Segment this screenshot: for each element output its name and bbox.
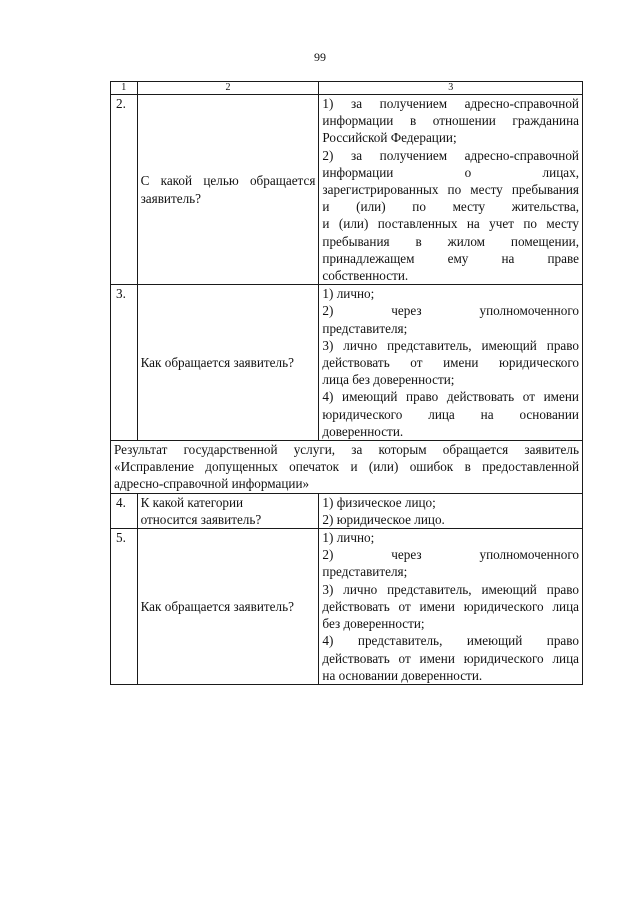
header-col-1: 1 (111, 82, 138, 95)
answer-cell (319, 529, 583, 685)
answer-line: принадлежащем ему на праве (322, 250, 579, 266)
result-row (111, 441, 583, 494)
row-number: 4. (111, 493, 138, 528)
table-row (111, 95, 583, 285)
answer-cell (319, 493, 583, 528)
answer-line: 4) представитель, имеющий право (322, 633, 579, 649)
table-row (111, 285, 583, 441)
answer-cell (319, 95, 583, 285)
header-col-2: 2 (137, 82, 319, 95)
answer-line: 2) юридическое лицо. (322, 511, 445, 527)
answer-line: Российской Федерации; (322, 130, 457, 146)
answer-line: 3) лично представитель, имеющий право (322, 337, 579, 353)
question-cell: Как обращается заявитель? (137, 285, 319, 441)
answer-line: представителя; (322, 564, 408, 580)
answer-line: 2) через уполномоченного (322, 547, 579, 563)
table-row (111, 493, 583, 528)
answer-line: собственности. (322, 268, 409, 284)
answer-line: и (или) по месту жительства, (322, 199, 579, 215)
answer-line: лица без доверенности; (322, 372, 455, 388)
answer-line: 1) физическое лицо; (322, 494, 436, 510)
answer-line: и (или) поставленных на учет по месту (322, 216, 579, 232)
result-cell (111, 441, 583, 494)
answer-line: без доверенности; (322, 616, 425, 632)
header-col-3: 3 (319, 82, 583, 95)
question-cell: С какой целью обращается заявитель? (137, 95, 319, 285)
table-row (111, 529, 583, 685)
answer-line: 2) через уполномоченного (322, 303, 579, 319)
answer-line: 1) лично; (322, 286, 375, 302)
question-line: относится заявитель? (140, 511, 262, 527)
answer-line: 1) лично; (322, 530, 375, 546)
page-number: 99 (314, 50, 326, 64)
table-header-row (111, 82, 583, 95)
answer-line: действовать от имени юридического лица (322, 598, 579, 614)
answer-line: зарегистрированных по месту пребывания (322, 182, 579, 198)
answer-line: пребывания в жилом помещении, (322, 233, 579, 249)
answer-cell (319, 285, 583, 441)
answer-line: 1) за получением адресно-справочной (322, 96, 579, 111)
question-cell: Как обращается заявитель? (137, 529, 319, 685)
result-line: адресно-справочной информации» (114, 476, 310, 492)
row-number: 2. (111, 95, 138, 285)
answer-line: информации в отношении гражданина (322, 113, 579, 129)
answer-line: юридического лица на основании (322, 406, 579, 422)
answer-line: 3) лично представитель, имеющий право (322, 581, 579, 597)
answer-line: представителя; (322, 320, 408, 336)
answer-line: информации о лицах, (322, 164, 579, 180)
row-number: 5. (111, 529, 138, 685)
answer-line: доверенности. (322, 423, 404, 439)
answer-line: 2) за получением адресно-справочной (322, 147, 579, 163)
row-number: 3. (111, 285, 138, 441)
result-line: «Исправление допущенных опечаток и (или) ошибок в предоставленной (114, 459, 579, 475)
question-line: К какой категории (140, 494, 244, 510)
answer-line: действовать от имени юридического лица (322, 650, 579, 666)
service-table (110, 81, 583, 685)
answer-line: 4) имеющий право действовать от имени (322, 389, 579, 405)
result-line: Результат государственной услуги, за которым обращается заявитель (114, 442, 579, 458)
answer-line: на основании доверенности. (322, 667, 483, 683)
question-cell (137, 493, 319, 528)
answer-line: действовать от имени юридического (322, 355, 579, 371)
